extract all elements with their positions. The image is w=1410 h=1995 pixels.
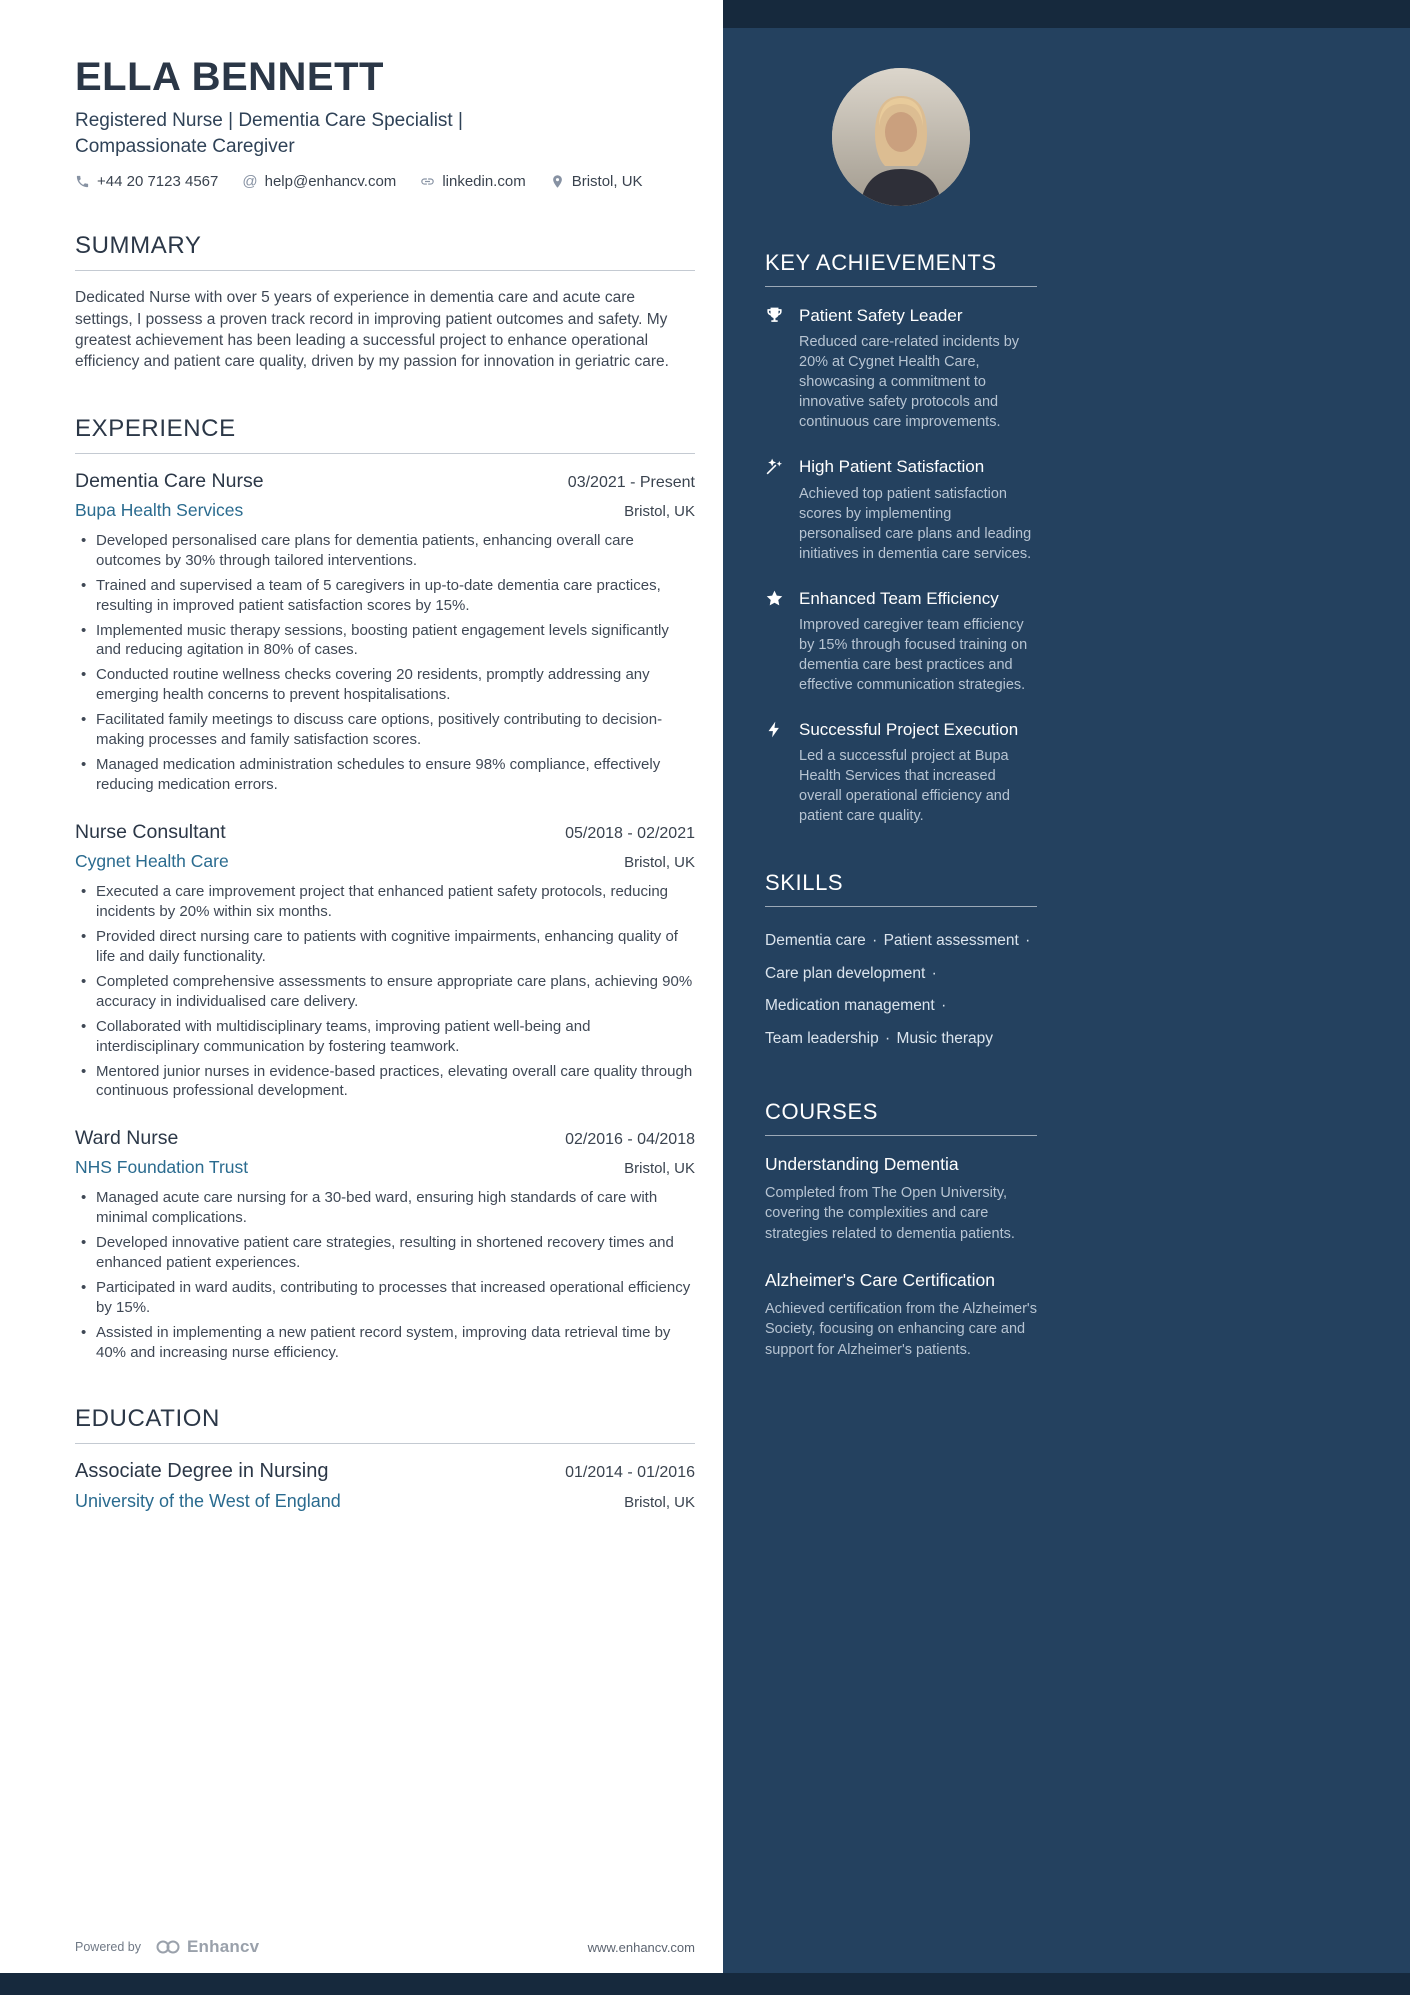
skill-item: Music therapy (896, 1029, 994, 1047)
achievement-text: Reduced care-related incidents by 20% at Cygnet Health Care, showcasing a commitment to innovative safety protocols and continuous care improvements. (799, 334, 1020, 431)
contact-phone (75, 173, 218, 190)
bullet: • Provided direct nursing care to patients with cognitive impairments, enhancing quality of life and daily functionality. (75, 927, 695, 967)
company-name: Bupa Health Services (75, 499, 244, 520)
skills-heading: SKILLS (765, 870, 1037, 907)
job-title: Nurse Consultant (75, 821, 226, 844)
job-bullets (75, 531, 695, 795)
skills-list (765, 925, 1037, 1055)
bullet: • Assisted in implementing a new patient record system, improving data retrieval time by 40% and increasing nurse efficiency. (75, 1323, 695, 1363)
achievement-item (765, 305, 1037, 432)
enhancv-logo-icon (155, 1938, 181, 1956)
education-dates: 01/2014 - 01/2016 (565, 1463, 695, 1481)
sidebar (723, 0, 1410, 1995)
skill-item: Dementia care · (765, 932, 878, 949)
company-name: Cygnet Health Care (75, 851, 229, 872)
achievement-item (765, 456, 1037, 563)
powered-by-label: Powered by (75, 1940, 142, 1954)
profile-photo (832, 68, 970, 206)
bullet: • Completed comprehensive assessments to ensure appropriate care plans, achieving 90% accuracy in individualised care delivery. (75, 972, 695, 1012)
job-location: Bristol, UK (624, 1160, 695, 1178)
job-bullets (75, 1188, 695, 1363)
at-icon: @ (242, 173, 258, 191)
summary-section (75, 232, 695, 373)
experience-entry (75, 470, 695, 795)
job-location: Bristol, UK (624, 854, 695, 872)
page-footer (75, 1937, 695, 1957)
bolt-icon (765, 719, 787, 826)
achievement-title: Patient Safety Leader (799, 306, 963, 325)
school-name: University of the West of England (75, 1490, 341, 1511)
main-column (75, 0, 695, 1512)
course-text: Achieved certification from the Alzheimer's Society, focusing on enhancing care and support for Alzheimer's patients. (765, 1301, 1037, 1358)
bullet: • Developed innovative patient care strategies, resulting in shortened recovery times and enhanced patient experiences. (75, 1233, 695, 1273)
skills-section (765, 870, 1037, 1055)
courses-section (765, 1099, 1037, 1360)
bullet: • Implemented music therapy sessions, boosting patient engagement levels significantly and reducing agitation in 80% of cases. (75, 621, 695, 661)
company-name: NHS Foundation Trust (75, 1157, 249, 1178)
wand-icon (765, 456, 787, 563)
skill-item: Care plan development · (765, 964, 937, 982)
achievement-text: Led a successful project at Bupa Health Services that increased overall operational efficiency and patient care quality. (799, 748, 1010, 824)
skill-separator: · (931, 964, 937, 982)
location-text: Bristol, UK (571, 173, 643, 191)
experience-section (75, 415, 695, 1363)
job-location: Bristol, UK (624, 502, 695, 520)
skill-item: Team leadership · (765, 1029, 891, 1047)
skill-separator: · (941, 997, 947, 1015)
achievement-body (799, 305, 1037, 432)
bullet: • Managed medication administration schedules to ensure 98% compliance, effectively reducing medication errors. (75, 755, 695, 795)
candidate-headline: Registered Nurse | Dementia Care Specialist | Compassionate Caregiver (75, 110, 463, 157)
experience-entry (75, 1127, 695, 1363)
achievement-body (799, 456, 1037, 563)
skill-separator: · (1025, 932, 1031, 949)
course-title: Alzheimer's Care Certification (765, 1270, 995, 1291)
summary-text: Dedicated Nurse with over 5 years of experience in dementia care and acute care settings, I possess a proven track record in improving patient outcomes and safety. My greatest achievement has been leading a successful project to enhance operational efficiency and patient care quality, driven by my passion for innovation in geriatric care. (75, 289, 669, 371)
bullet: • Developed personalised care plans for dementia patients, enhancing overall care outcomes by 30% through tailored interventions. (75, 531, 695, 571)
bullet: • Managed acute care nursing for a 30-bed ward, ensuring high standards of care with minimal complications. (75, 1188, 695, 1228)
course-title: Understanding Dementia (765, 1154, 959, 1175)
education-location: Bristol, UK (624, 1493, 695, 1511)
degree-title: Associate Degree in Nursing (75, 1459, 329, 1482)
enhancv-brand-name: Enhancv (187, 1937, 260, 1956)
candidate-name: ELLA BENNETT (75, 55, 384, 99)
bullet: • Mentored junior nurses in evidence-based practices, elevating overall care quality through continuous professional development. (75, 1062, 695, 1102)
website-link[interactable]: www.enhancv.com (587, 1939, 695, 1955)
skill-separator: · (885, 1029, 891, 1047)
phone-number: +44 20 7123 4567 (97, 173, 219, 191)
course-item (765, 1270, 1037, 1360)
phone-icon (75, 174, 90, 189)
skill-item: Medication management · (765, 997, 947, 1015)
skill-item: Patient assessment · (883, 932, 1031, 949)
job-dates: 03/2021 - Present (567, 473, 695, 491)
experience-entry (75, 821, 695, 1101)
bullet: • Trained and supervised a team of 5 caregivers in up-to-date dementia care practices, resulting in improved patient satisfaction scores by 15%. (75, 576, 695, 616)
trophy-icon (765, 305, 787, 432)
linkedin-link[interactable]: linkedin.com (442, 173, 526, 191)
skill-separator: · (872, 932, 878, 949)
contact-link (420, 173, 525, 190)
achievement-title: High Patient Satisfaction (799, 457, 985, 477)
experience-heading: EXPERIENCE (75, 415, 695, 454)
email-link[interactable]: help@enhancv.com (264, 173, 397, 191)
job-dates: 02/2016 - 04/2018 (565, 1131, 695, 1149)
location-pin-icon (550, 174, 565, 189)
education-section (75, 1405, 695, 1512)
contact-location (550, 173, 643, 190)
education-heading: EDUCATION (75, 1405, 695, 1444)
achievement-item (765, 588, 1037, 695)
key-achievements-heading: KEY ACHIEVEMENTS (765, 250, 1037, 287)
key-achievements-section (765, 250, 1037, 826)
contact-email (242, 173, 396, 190)
job-title: Dementia Care Nurse (75, 469, 264, 492)
achievement-title: Enhanced Team Efficiency (799, 588, 999, 608)
achievement-text: Improved caregiver team efficiency by 15% through focused training on dementia care best practices and effective communication strategies. (799, 616, 1028, 693)
bullet: • Facilitated family meetings to discuss care options, positively contributing to decision-making processes and family satisfaction scores. (75, 710, 695, 750)
contact-row (75, 173, 695, 190)
bullet: • Participated in ward audits, contributing to processes that increased operational efficiency by 15%. (75, 1278, 695, 1318)
page-bottom-strip (0, 1973, 1410, 1995)
enhancv-logo (155, 1937, 259, 1957)
achievement-text: Achieved top patient satisfaction scores by implementing personalised care plans and leading initiatives in dementia care services. (799, 485, 1032, 562)
course-text: Completed from The Open University, covering the complexities and care strategies related to dementia patients. (765, 1185, 1015, 1242)
sidebar-content (723, 0, 1037, 1360)
star-icon (765, 588, 787, 695)
job-title: Ward Nurse (75, 1127, 179, 1150)
achievement-body (799, 719, 1037, 826)
bullet: • Collaborated with multidisciplinary teams, improving patient well-being and interdisciplinary communication by fostering teamwork. (75, 1017, 695, 1057)
achievement-title: Successful Project Execution (799, 719, 1019, 739)
job-bullets (75, 882, 695, 1101)
courses-heading: COURSES (765, 1099, 1037, 1136)
link-icon (420, 174, 435, 189)
achievement-body (799, 588, 1037, 695)
portrait-illustration (832, 68, 970, 206)
summary-heading: SUMMARY (75, 232, 695, 271)
bullet: • Executed a care improvement project that enhanced patient safety protocols, reducing incidents by 20% within six months. (75, 882, 695, 922)
course-item (765, 1154, 1037, 1244)
job-dates: 05/2018 - 02/2021 (565, 825, 695, 843)
bullet: • Conducted routine wellness checks covering 20 residents, promptly addressing any emerging health concerns to prevent hospitalisations. (75, 665, 695, 705)
achievement-item (765, 719, 1037, 826)
